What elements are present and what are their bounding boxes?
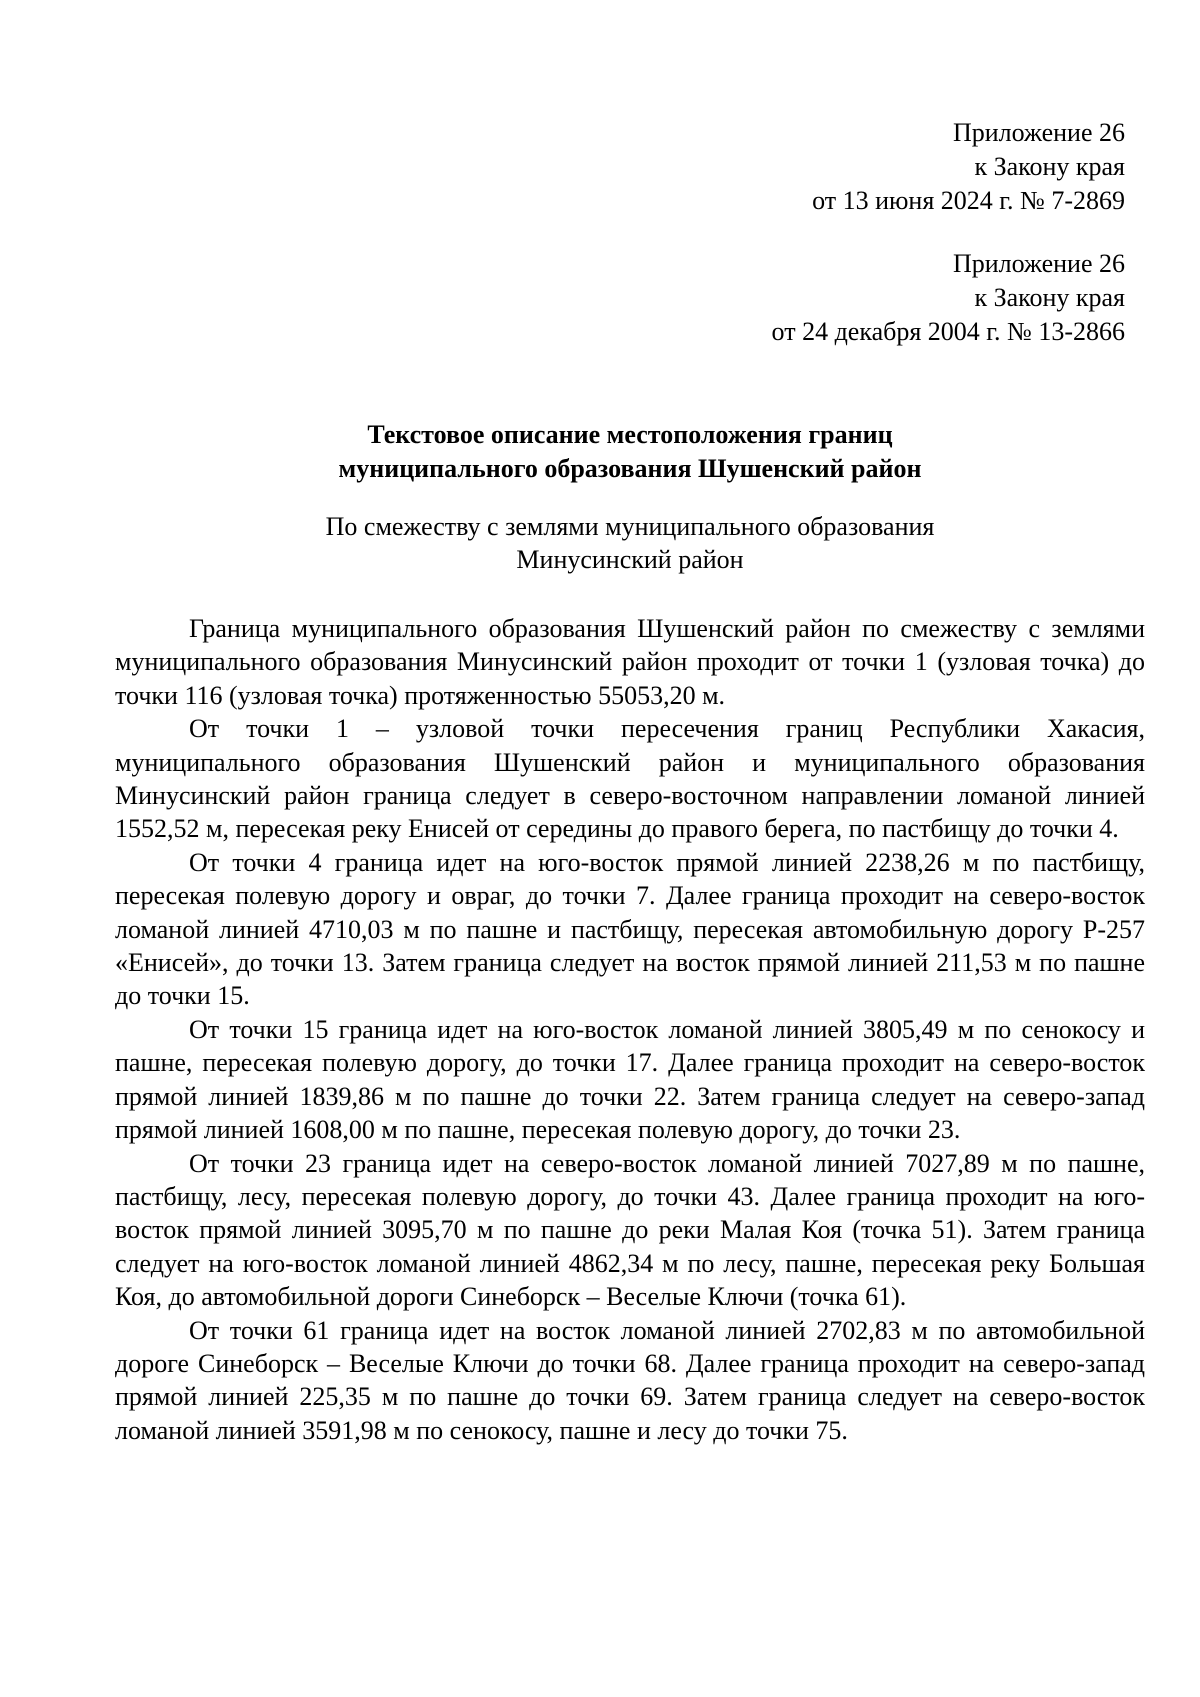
annex-number: Приложение 26 — [952, 249, 1125, 278]
annex-header-current — [812, 116, 1125, 218]
document-title — [115, 418, 1145, 486]
annex-law-date: от 13 июня 2024 г. № 7-2869 — [812, 186, 1125, 215]
paragraph: От точки 61 граница идет на восток ломаной линией 2702,83 м по автомобильной дороге Синеборск – Веселые Ключи до точки 68. Далее граница проходит на северо-запад прямой линией 225,35 м по пашне до точки 69. Затем граница следует на северо-восток ломаной линией 3591,98 м по сенокосу, пашне и лесу до точки 75. — [115, 1315, 1145, 1445]
paragraph: От точки 15 граница идет на юго-восток ломаной линией 3805,49 м по сенокосу и пашне, пересекая полевую дорогу, до точки 17. Далее граница проходит на северо-восток прямой линией 1839,86 м по пашне до точки 22. Затем граница следует на северо-запад прямой линией 1608,00 м по пашне, пересекая полевую дорогу, до точки 23. — [115, 1014, 1145, 1145]
document-title-line: муниципального образования Шушенский район — [338, 454, 922, 483]
paragraph: От точки 1 – узловой точки пересечения границ Республики Хакасия, муниципального образования Шушенский район и муниципального образования Минусинский район граница следует в северо-восточном направлении ломаной линией 1552,52 м, пересекая реку Енисей от середины до правого берега, по пастбищу до точки 4. — [115, 714, 1145, 844]
annex-law-ref: к Закону края — [974, 152, 1125, 181]
annex-header-original — [772, 247, 1125, 349]
paragraph: От точки 23 граница идет на северо-восток ломаной линией 7027,89 м по пашне, пастбищу, лесу, пересекая полевую дорогу, до точки 43. Далее граница проходит на юго-восток прямой линией 3095,70 м по пашне до реки Малая Коя (точка 51). Затем граница следует на юго-восток ломаной линией 4862,34 м по лесу, пашне, пересекая реку Большая Коя, до автомобильной дороги Синеборск – Веселые Ключи (точка 61). — [115, 1148, 1145, 1312]
annex-number: Приложение 26 — [952, 118, 1125, 147]
paragraph: Граница муниципального образования Шушенский район по смежеству с землями муниципального образования Минусинский район проходит от точки 1 (узловая точка) до точки 116 (узловая точка) протяженностью 55053,20 м. — [115, 614, 1145, 710]
boundary-description — [115, 612, 1145, 1447]
section-subtitle-line: По смежеству с землями муниципального образования — [325, 512, 935, 541]
section-subtitle — [115, 510, 1145, 576]
section-subtitle-line: Минусинский район — [516, 545, 744, 574]
annex-law-date: от 24 декабря 2004 г. № 13-2866 — [771, 317, 1125, 346]
document-title-line: Текстовое описание местоположения границ — [367, 420, 893, 449]
annex-law-ref: к Закону края — [974, 283, 1125, 312]
paragraph: От точки 4 граница идет на юго-восток прямой линией 2238,26 м по пастбищу, пересекая полевую дорогу и овраг, до точки 7. Далее граница проходит на северо-восток ломаной линией 4710,03 м по пашне и пастбищу, пересекая автомобильную дорогу Р-257 «Енисей», до точки 13. Затем граница следует на восток прямой линией 211,53 м по пашне до точки 15. — [115, 847, 1145, 1011]
